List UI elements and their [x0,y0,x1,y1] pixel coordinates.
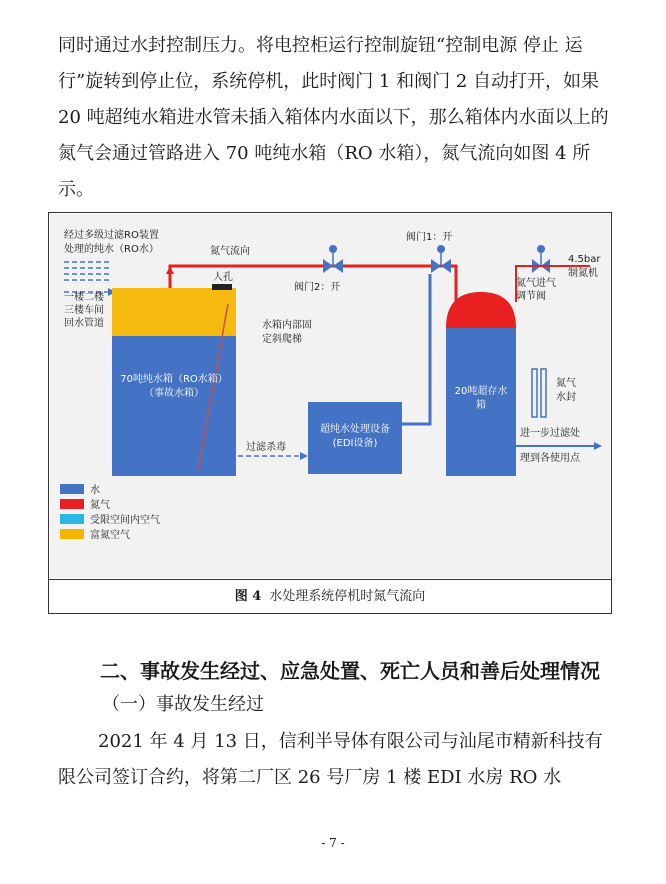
legend-swatch [60,484,84,494]
legend-swatch [60,529,84,539]
caption-number: 图 4 [234,589,262,604]
water-pipe-edi [401,274,430,424]
valve-1 [431,245,451,273]
tank70-nitrogen-air [112,288,236,336]
label-ladder-2: 定斜爬梯 [262,334,302,345]
ro-water-inlet [64,262,112,280]
label-gen-1: 4.5bar [568,254,601,265]
label-tank70-1: 70吨纯水箱（RO水箱） [120,374,228,385]
label-edi-2: (EDI设备) [332,438,378,449]
manhole [212,284,232,290]
legend [60,483,160,541]
nitrogen-flow-diagram [50,214,610,578]
caption-text: 水处理系统停机时氮气流向 [269,589,426,604]
label-tank20-1: 20吨超存水 [454,386,508,397]
label-return-3: 回水管道 [64,318,104,329]
label-valve1: 阀门1：开 [406,232,453,243]
label-edi-1: 超纯水处理设备 [320,424,390,435]
label-n2-in-2: 调节阀 [516,291,546,302]
label-n2-flow: 氮气流向 [210,246,250,257]
subsection-heading: （一）事故发生经过 [102,694,264,715]
label-gen-2: 制氮机 [568,268,598,279]
section-heading: 二、事故发生经过、应急处置、死亡人员和善后处理情况 [100,659,600,683]
label-ro-in-2: 处理的纯水（RO水） [64,244,159,255]
body-paragraph: 同时通过水封控制压力。将电控柜运行控制旋钮“控制电源 停止 运行”旋转到停止位，系统停机，此时阀门 1 和阀门 2 自动打开，如果 20 吨超纯水箱进水管未插入箱体内水面以下，那么箱体内水面以上的氮气会通过管路进入 70 吨纯水箱（RO 水箱），氮气流向如图 4 所示。 [58,35,609,200]
label-n2-in-1: 氮气进气 [516,278,556,289]
page-number: - 7 - [321,836,345,850]
label-valve2: 阀门2：开 [294,282,341,293]
label-seal-1: 氮气 [556,378,576,389]
water-seal [532,369,546,417]
label-return-2: 三楼车间 [64,305,104,316]
label-manhole: 人孔 [213,272,233,283]
label-tank70-2: （事故水箱） [144,388,204,399]
label-out-1: 进一步过滤处 [520,428,580,439]
legend-label-nitrogen: 氮气 [90,500,110,511]
label-ro-in-1: 经过多级过滤RO装置 [64,230,159,241]
label-seal-2: 水封 [556,392,576,403]
figure-4 [48,212,612,614]
legend-label-water: 水 [90,485,100,496]
legend-label-confined-air: 受限空间内空气 [90,515,160,526]
label-tank20-2: 箱 [476,400,486,411]
nitrogen-inlet-valve [532,245,550,273]
label-filter: 过滤杀毒 [246,442,286,453]
figure-caption [49,579,611,614]
legend-label-nitrogen-rich-air: 富氮空气 [90,530,130,541]
legend-swatch [60,499,84,509]
valve-2 [323,245,343,273]
label-out-2: 理到各使用点 [520,453,580,464]
legend-swatch [60,514,84,524]
label-return-1: 一楼二楼 [64,292,104,303]
tank70-water [112,336,236,476]
body-paragraph-2: 2021 年 4 月 13 日，信利半导体有限公司与汕尾市精新科技有限公司签订合约，将第二厂区 26 号厂房 1 楼 EDI 水房 RO 水 [58,731,603,788]
label-ladder-1: 水箱内部固 [262,320,312,331]
